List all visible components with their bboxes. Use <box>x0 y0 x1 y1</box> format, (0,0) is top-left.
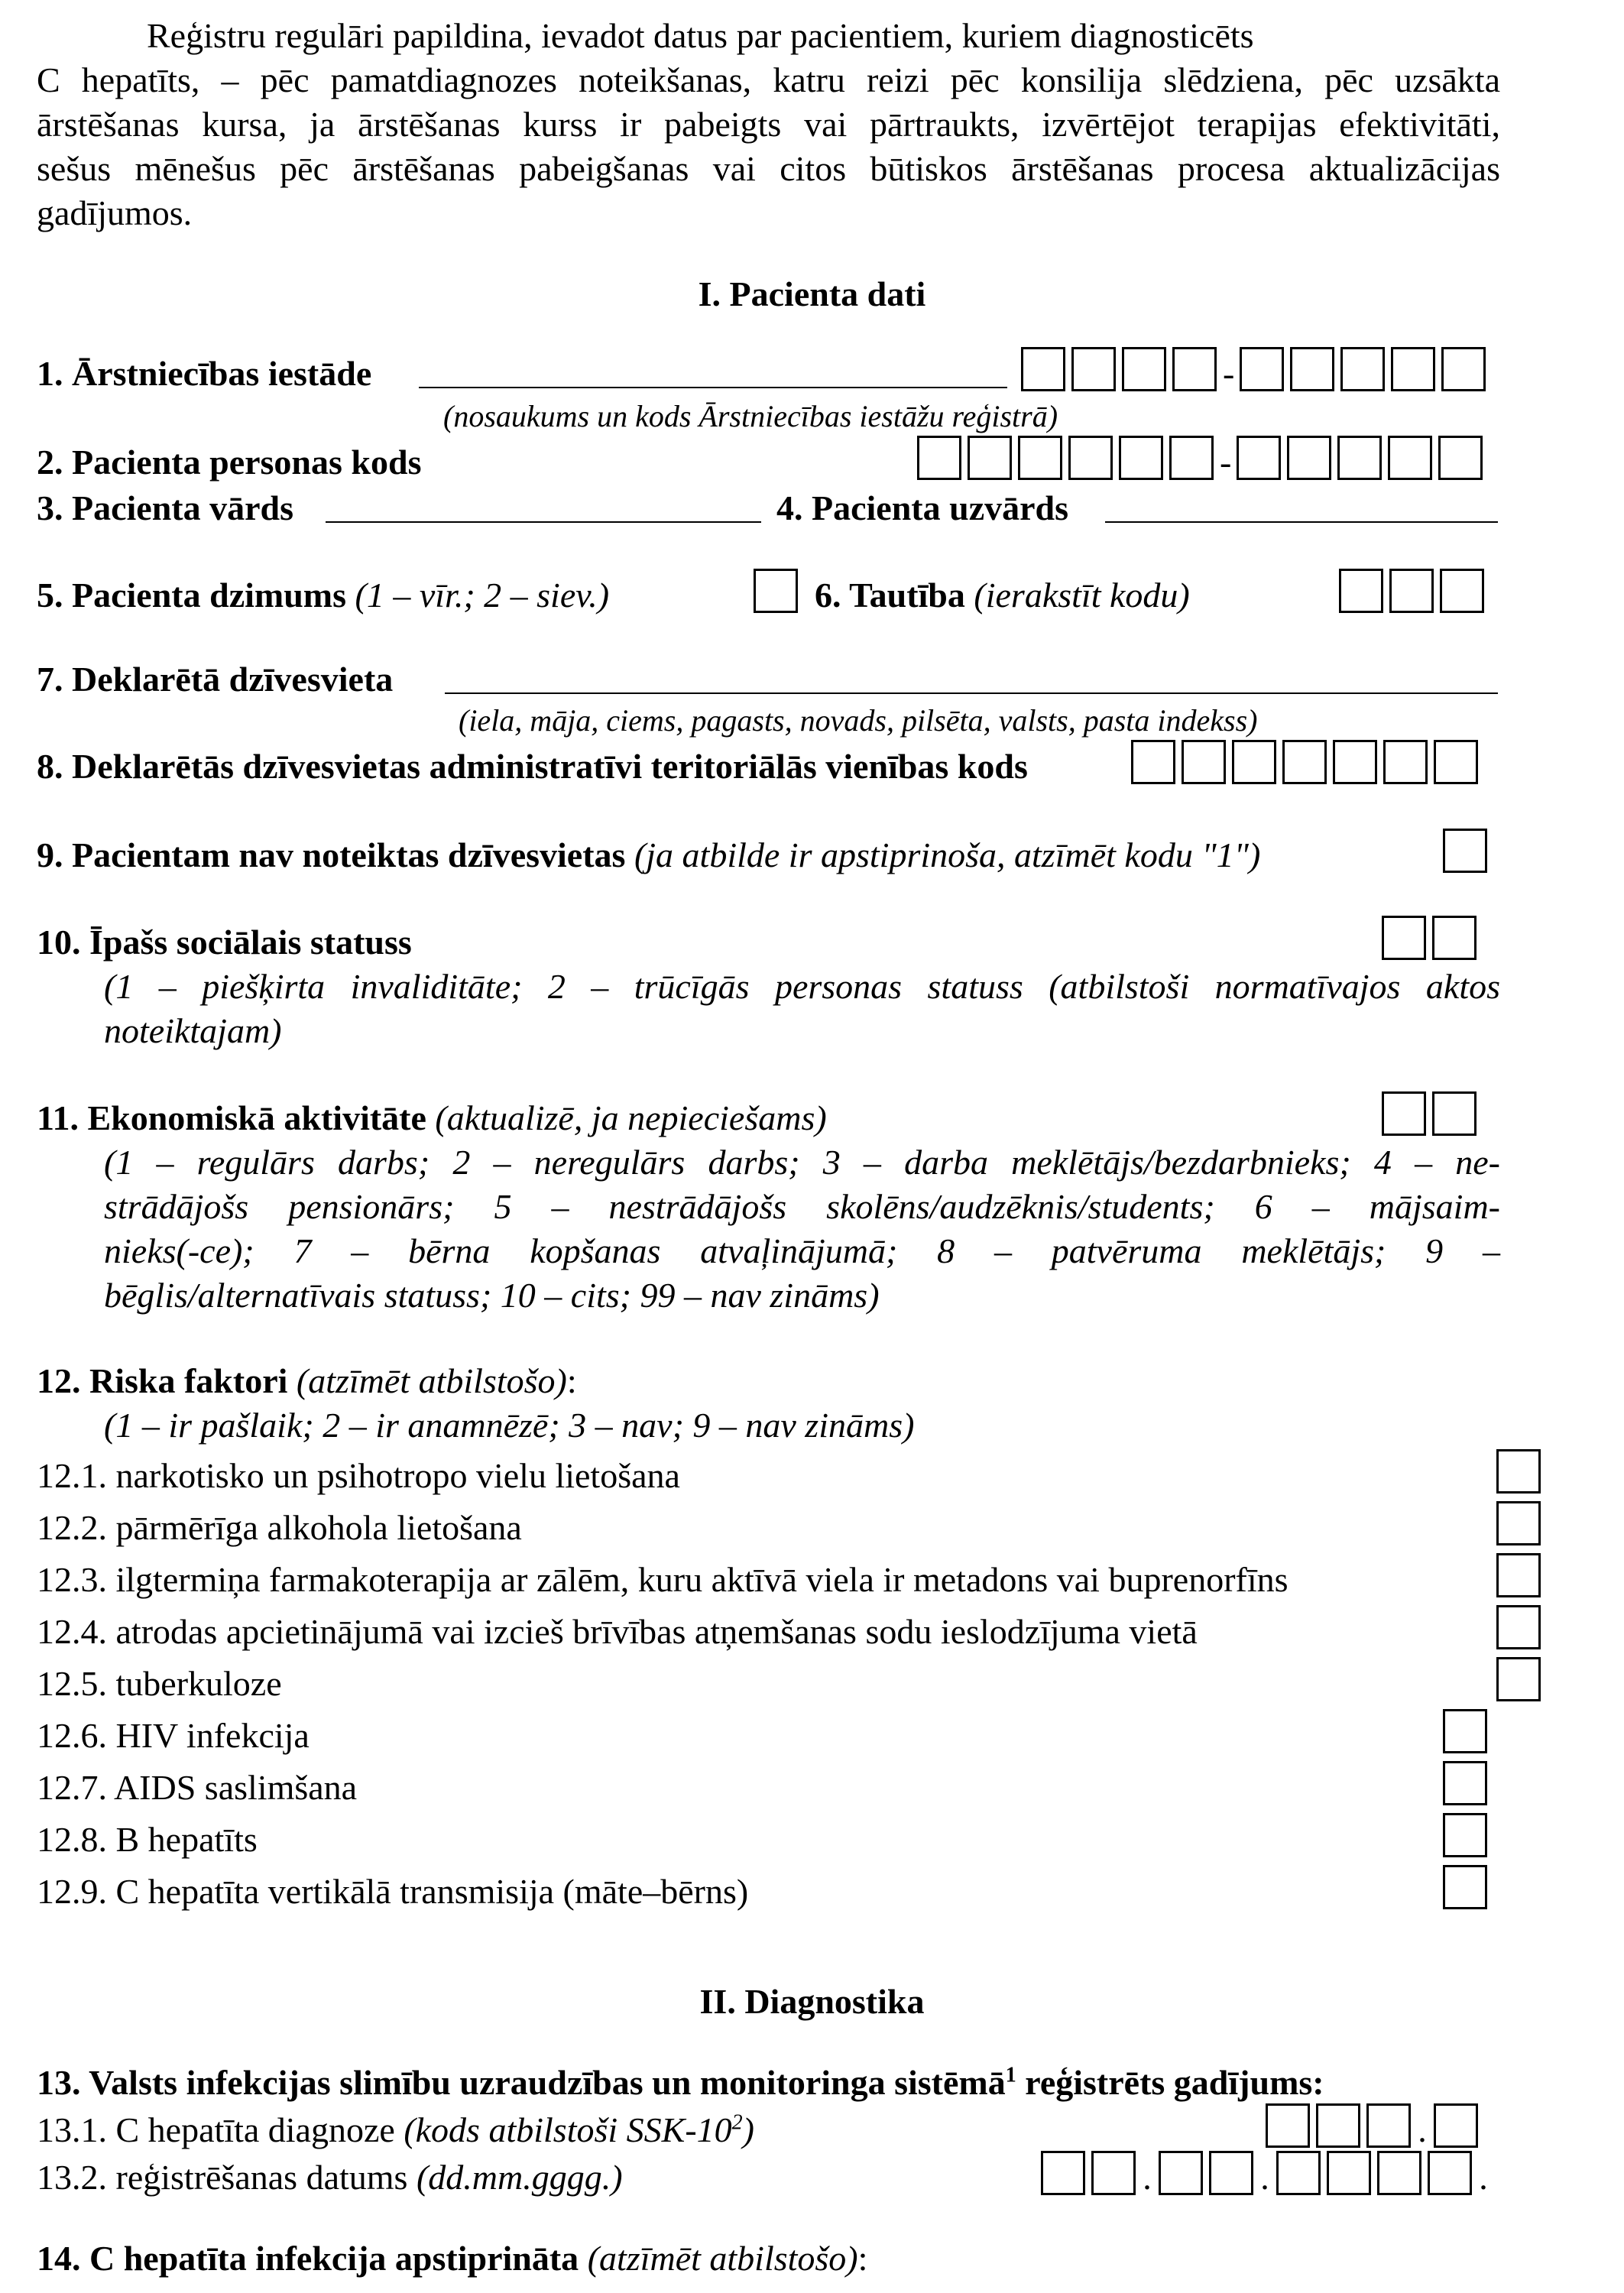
nationality-code-box[interactable] <box>1339 569 1383 613</box>
field-14-hint: (atzīmēt atbilstošo) <box>587 2239 858 2278</box>
field-7-address-input[interactable] <box>445 692 1498 694</box>
field-13-1-label: 13.1. C hepatīta diagnoze <box>37 2110 395 2149</box>
field-5-label: 5. Pacienta dzimums <box>37 576 347 615</box>
risk-item-12-8: 12.8. B hepatīts <box>37 1820 258 1859</box>
nationality-code-box[interactable] <box>1389 569 1434 613</box>
date-month-box[interactable] <box>1159 2151 1203 2195</box>
field-12-row: 12. Riska faktori (atzīmēt atbilstošo): <box>37 1361 577 1400</box>
code-box[interactable] <box>1290 347 1334 391</box>
field-4-label: 4. Pacienta uzvārds <box>776 488 1069 527</box>
field-5-row <box>37 573 609 618</box>
risk-box-wrap <box>1443 1761 1493 1805</box>
economic-activity-box[interactable] <box>1432 1091 1477 1136</box>
field-1-hint: (nosaukums un kods Ārstniecības iestāžu reģistrā) <box>443 399 1058 433</box>
risk-factor-box[interactable] <box>1443 1865 1487 1909</box>
code-box[interactable] <box>1287 436 1331 480</box>
code-box[interactable] <box>1337 436 1382 480</box>
field-7-hint: (iela, māja, ciems, pagasts, novads, pilsēta, valsts, pasta indekss) <box>459 703 1258 738</box>
separator-dot: . <box>1479 2158 1488 2197</box>
field-11-hint-2: strādājošs pensionārs; 5 – nestrādājošs skolēns/audzēknis/students; 6 – mājsaim- <box>104 1187 1500 1226</box>
risk-box-wrap <box>1496 1449 1547 1494</box>
risk-factor-box[interactable] <box>1496 1657 1541 1701</box>
code-box[interactable] <box>1340 347 1385 391</box>
risk-item-12-3: 12.3. ilgtermiņa farmakoterapija ar zālēm, kuru aktīvā viela ir metadons vai buprenorfīns <box>37 1560 1289 1599</box>
intro-line-1: Reģistru regulāri papildina, ievadot datus par pacientiem, kuriem diagnosticēts <box>147 16 1254 55</box>
risk-factor-box[interactable] <box>1496 1553 1541 1597</box>
field-13-2-date-boxes <box>1041 2151 1495 2195</box>
field-13-2-hint: (dd.mm.gggg.) <box>416 2158 623 2197</box>
date-year-box[interactable] <box>1327 2151 1371 2195</box>
separator-dash: - <box>1223 354 1235 393</box>
territory-code-box[interactable] <box>1282 740 1327 784</box>
risk-item-12-1: 12.1. narkotisko un psihotropo vielu lietošana <box>37 1456 680 1495</box>
field-11-note: (aktualizē, ja nepieciešams) <box>435 1098 827 1137</box>
separator-dot: . <box>1418 2110 1427 2149</box>
field-11-hint-1: (1 – regulārs darbs; 2 – neregulārs darbs; 3 – darba meklētājs/bezdarbnieks; 4 – ne- <box>104 1143 1500 1182</box>
code-box[interactable] <box>1169 436 1214 480</box>
risk-box-wrap <box>1496 1553 1547 1597</box>
code-box[interactable] <box>1018 436 1062 480</box>
territory-code-box[interactable] <box>1232 740 1276 784</box>
code-box[interactable] <box>1122 347 1166 391</box>
field-10-label: 10. Īpašs sociālais statuss <box>37 923 412 962</box>
field-11-boxes <box>1382 1091 1483 1136</box>
field-5-hint: (1 – vīr.; 2 – siev.) <box>355 576 610 615</box>
code-box[interactable] <box>917 436 961 480</box>
field-14-row: 14. C hepatīta infekcija apstiprināta (atzīmēt atbilstošo): <box>37 2239 868 2278</box>
intro-line-4: sešus mēnešus pēc ārstēšanas pabeigšanas vai citos būtiskos ārstēšanas procesa aktualizācijas <box>37 149 1500 188</box>
field-9-label: 9. Pacientam nav noteiktas dzīvesvietas <box>37 835 626 874</box>
footnote-ref-2[interactable]: 2 <box>731 2110 743 2135</box>
field-11-hint-3: nieks(-ce); 7 – bērna kopšanas atvaļinājumā; 8 – patvēruma meklētājs; 9 – <box>104 1231 1500 1270</box>
field-10-hint-1: (1 – piešķirta invaliditāte; 2 – trūcīgās personas statuss (atbilstoši normatīvajos aktos <box>104 967 1500 1006</box>
intro-line-3: ārstēšanas kursa, ja ārstēšanas kurss ir pabeigts vai pārtraukts, izvērtējot terapijas efektivitāti, <box>37 105 1500 144</box>
field-3-first-name-input[interactable] <box>326 521 761 523</box>
field-10-hint-2: noteiktajam) <box>104 1011 282 1050</box>
social-status-box[interactable] <box>1432 916 1477 960</box>
diagnosis-code-box[interactable] <box>1266 2103 1310 2148</box>
economic-activity-box[interactable] <box>1382 1091 1426 1136</box>
field-13-1-row <box>37 2108 754 2152</box>
field-12-hint: (1 – ir pašlaik; 2 – ir anamnēzē; 3 – nav; 9 – nav zināms) <box>104 1406 915 1445</box>
field-3-label: 3. Pacienta vārds <box>37 488 294 527</box>
footnote-ref-1[interactable]: 1 <box>1005 2063 1016 2087</box>
field-11-row <box>37 1096 827 1140</box>
field-6-hint: (ierakstīt kodu) <box>974 576 1190 615</box>
risk-item-12-2: 12.2. pārmērīga alkohola lietošana <box>37 1508 522 1547</box>
separator-dot: . <box>1260 2158 1269 2197</box>
territory-code-box[interactable] <box>1131 740 1175 784</box>
risk-item-12-4: 12.4. atrodas apcietinājumā vai izcieš brīvības atņemšanas sodu ieslodzījuma vietā <box>37 1612 1198 1651</box>
risk-box-wrap <box>1443 1813 1493 1857</box>
territory-code-box[interactable] <box>1383 740 1428 784</box>
date-year-box[interactable] <box>1377 2151 1421 2195</box>
field-7-label: 7. Deklarētā dzīvesvieta <box>37 660 394 699</box>
field-11-label: 11. Ekonomiskā aktivitāte <box>37 1098 426 1137</box>
risk-item-12-6: 12.6. HIV infekcija <box>37 1716 310 1755</box>
social-status-box[interactable] <box>1382 916 1426 960</box>
territory-code-box[interactable] <box>1434 740 1478 784</box>
field-8-label: 8. Deklarētās dzīvesvietas administratīvi teritoriālās vienības kods <box>37 747 1028 786</box>
territory-code-box[interactable] <box>1182 740 1226 784</box>
risk-item-12-9: 12.9. C hepatīta vertikālā transmisija (māte–bērns) <box>37 1872 749 1911</box>
date-year-box[interactable] <box>1276 2151 1321 2195</box>
field-11-hint-4: bēglis/alternatīvais statuss; 10 – cits; 99 – nav zināms) <box>104 1276 880 1315</box>
field-12-note: (atzīmēt atbilstošo) <box>296 1361 567 1400</box>
intro-line-2: C hepatīts, – pēc pamatdiagnozes noteikšanas, katru reizi pēc konsilija slēdziena, pēc uzsākta <box>37 60 1500 99</box>
risk-box-wrap <box>1443 1865 1493 1909</box>
intro-line-5: gadījumos. <box>37 193 193 232</box>
code-box[interactable] <box>1071 347 1116 391</box>
code-box[interactable] <box>1240 347 1284 391</box>
field-9-box <box>1443 829 1493 873</box>
field-1-code-boxes <box>1021 347 1492 391</box>
code-box[interactable] <box>1441 347 1486 391</box>
section-title-diagnostics: II. Diagnostika <box>699 1982 925 2021</box>
risk-box-wrap <box>1443 1709 1493 1753</box>
date-month-box[interactable] <box>1209 2151 1253 2195</box>
risk-item-12-5: 12.5. tuberkuloze <box>37 1664 282 1703</box>
risk-factor-box[interactable] <box>1443 1709 1487 1753</box>
field-13-1-hint: (kods atbilstoši SSK-$10^2$) <box>404 2110 754 2149</box>
diagnosis-code-box[interactable] <box>1316 2103 1360 2148</box>
territory-code-box[interactable] <box>1333 740 1377 784</box>
code-box[interactable] <box>1068 436 1113 480</box>
code-box[interactable] <box>1021 347 1065 391</box>
risk-factor-box[interactable] <box>1496 1449 1541 1494</box>
field-2-code-boxes <box>917 436 1489 480</box>
field-1-label: 1. Ārstniecības iestāde <box>37 354 372 393</box>
field-6-row <box>815 573 1190 618</box>
risk-factor-box[interactable] <box>1496 1501 1541 1545</box>
risk-box-wrap <box>1496 1501 1547 1545</box>
field-13-2-row <box>37 2155 623 2200</box>
field-9-hint: (ja atbilde ir apstiprinoša, atzīmēt kodu "1") <box>634 835 1261 874</box>
field-6-label: 6. Tautība <box>815 576 965 615</box>
gender-code-box[interactable] <box>754 569 798 613</box>
field-4-last-name-input[interactable] <box>1105 521 1498 523</box>
code-box[interactable] <box>968 436 1012 480</box>
risk-box-wrap <box>1496 1605 1547 1649</box>
no-residence-box[interactable] <box>1443 829 1487 873</box>
nationality-code-box[interactable] <box>1440 569 1484 613</box>
date-day-box[interactable] <box>1041 2151 1085 2195</box>
risk-box-wrap <box>1496 1657 1547 1701</box>
risk-item-12-7: 12.7. AIDS saslimšana <box>37 1768 358 1807</box>
code-box[interactable] <box>1388 436 1432 480</box>
code-box[interactable] <box>1172 347 1217 391</box>
field-8-boxes <box>1131 740 1484 784</box>
code-box[interactable] <box>1438 436 1483 480</box>
field-5-box <box>754 569 804 613</box>
date-day-box[interactable] <box>1091 2151 1136 2195</box>
field-9-row <box>37 833 1260 877</box>
field-2-label: 2. Pacienta personas kods <box>37 443 422 482</box>
field-1-name-input[interactable] <box>419 387 1007 388</box>
field-10-boxes <box>1382 916 1483 960</box>
code-box[interactable] <box>1237 436 1281 480</box>
risk-factor-box[interactable] <box>1443 1761 1487 1805</box>
code-box[interactable] <box>1119 436 1163 480</box>
date-year-box[interactable] <box>1428 2151 1472 2195</box>
field-13-label: 13. Valsts infekcijas slimību uzraudzības un monitoringa sistēmā$^1$ reģistrēts gadījums: <box>37 2063 1324 2102</box>
separator-dot: . <box>1143 2158 1152 2197</box>
field-6-boxes <box>1339 569 1490 613</box>
risk-factor-box[interactable] <box>1443 1813 1487 1857</box>
field-12-label: 12. Riska faktori <box>37 1361 288 1400</box>
separator-dash: - <box>1220 443 1232 482</box>
code-box[interactable] <box>1391 347 1435 391</box>
section-title-patient-data: I. Pacienta dati <box>698 274 926 313</box>
field-13-1-boxes <box>1266 2103 1484 2148</box>
risk-factor-box[interactable] <box>1496 1605 1541 1649</box>
diagnosis-code-box[interactable] <box>1434 2103 1478 2148</box>
diagnosis-code-box[interactable] <box>1366 2103 1411 2148</box>
field-14-label: 14. C hepatīta infekcija apstiprināta <box>37 2239 579 2278</box>
field-13-2-label: 13.2. reģistrēšanas datums <box>37 2158 408 2197</box>
